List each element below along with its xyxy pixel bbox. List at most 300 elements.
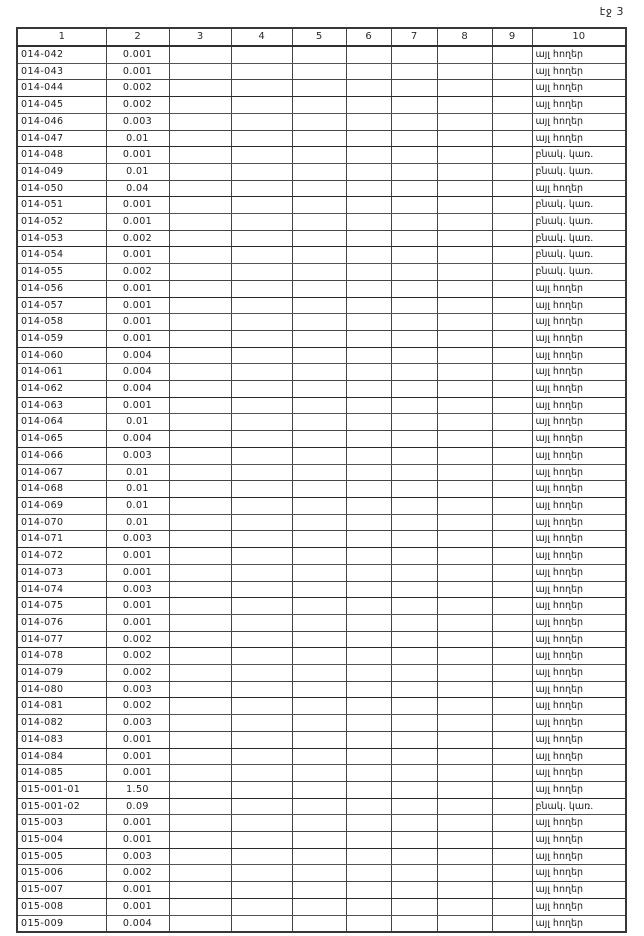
empty-cell — [346, 614, 391, 631]
table-row — [17, 247, 626, 264]
empty-cell — [437, 280, 492, 297]
empty-cell — [169, 698, 231, 715]
empty-cell — [346, 447, 391, 464]
table-row — [17, 548, 626, 565]
empty-cell — [437, 665, 492, 682]
empty-cell — [346, 147, 391, 164]
parcel-code-cell: 014-085 — [17, 765, 106, 782]
empty-cell — [346, 581, 391, 598]
area-value-cell: 0.001 — [106, 280, 169, 297]
empty-cell — [169, 80, 231, 97]
table-row — [17, 514, 626, 531]
empty-cell — [292, 681, 346, 698]
empty-cell — [437, 514, 492, 531]
empty-cell — [437, 297, 492, 314]
area-value-cell: 0.002 — [106, 80, 169, 97]
empty-cell — [437, 781, 492, 798]
empty-cell — [169, 247, 231, 264]
table-row — [17, 46, 626, 63]
empty-cell — [492, 631, 532, 648]
table-row — [17, 347, 626, 364]
empty-cell — [437, 832, 492, 849]
land-use-cell: այլ հողեր — [532, 898, 626, 915]
land-use-cell: այլ հողեր — [532, 681, 626, 698]
empty-cell — [492, 97, 532, 114]
empty-cell — [492, 497, 532, 514]
empty-cell — [437, 648, 492, 665]
empty-cell — [492, 314, 532, 331]
empty-cell — [231, 781, 292, 798]
empty-cell — [346, 414, 391, 431]
empty-cell — [391, 63, 437, 80]
empty-cell — [391, 681, 437, 698]
empty-cell — [292, 113, 346, 130]
empty-cell — [437, 163, 492, 180]
empty-cell — [346, 297, 391, 314]
empty-cell — [391, 314, 437, 331]
empty-cell — [169, 381, 231, 398]
empty-cell — [391, 247, 437, 264]
area-value-cell: 0.002 — [106, 865, 169, 882]
empty-cell — [492, 147, 532, 164]
empty-cell — [391, 781, 437, 798]
area-value-cell: 0.003 — [106, 113, 169, 130]
empty-cell — [231, 765, 292, 782]
land-use-cell: այլ հողեր — [532, 731, 626, 748]
empty-cell — [492, 431, 532, 448]
empty-cell — [292, 314, 346, 331]
area-value-cell: 0.001 — [106, 898, 169, 915]
empty-cell — [169, 197, 231, 214]
land-use-cell: այլ հողեր — [532, 848, 626, 865]
empty-cell — [169, 330, 231, 347]
empty-cell — [169, 598, 231, 615]
empty-cell — [292, 598, 346, 615]
empty-cell — [391, 464, 437, 481]
land-use-cell: այլ հողեր — [532, 364, 626, 381]
column-header-7: 7 — [391, 28, 437, 46]
empty-cell — [231, 514, 292, 531]
empty-cell — [437, 915, 492, 932]
empty-cell — [292, 614, 346, 631]
table-row — [17, 781, 626, 798]
area-value-cell: 0.001 — [106, 614, 169, 631]
empty-cell — [292, 748, 346, 765]
empty-cell — [346, 481, 391, 498]
empty-cell — [169, 631, 231, 648]
table-row — [17, 748, 626, 765]
empty-cell — [169, 280, 231, 297]
empty-cell — [346, 264, 391, 281]
empty-cell — [437, 614, 492, 631]
empty-cell — [169, 514, 231, 531]
column-header-6: 6 — [346, 28, 391, 46]
empty-cell — [346, 230, 391, 247]
column-header-8: 8 — [437, 28, 492, 46]
table-row — [17, 882, 626, 899]
empty-cell — [391, 848, 437, 865]
empty-cell — [437, 80, 492, 97]
area-value-cell: 0.001 — [106, 564, 169, 581]
empty-cell — [492, 297, 532, 314]
empty-cell — [292, 431, 346, 448]
empty-cell — [231, 748, 292, 765]
table-row — [17, 297, 626, 314]
area-value-cell: 0.002 — [106, 648, 169, 665]
parcel-code-cell: 014-083 — [17, 731, 106, 748]
empty-cell — [292, 665, 346, 682]
empty-cell — [391, 865, 437, 882]
empty-cell — [292, 46, 346, 63]
empty-cell — [292, 63, 346, 80]
empty-cell — [492, 882, 532, 899]
empty-cell — [391, 698, 437, 715]
empty-cell — [492, 330, 532, 347]
empty-cell — [346, 214, 391, 231]
empty-cell — [292, 414, 346, 431]
empty-cell — [492, 581, 532, 598]
empty-cell — [292, 531, 346, 548]
empty-cell — [346, 815, 391, 832]
empty-cell — [346, 46, 391, 63]
empty-cell — [231, 46, 292, 63]
empty-cell — [437, 347, 492, 364]
empty-cell — [346, 97, 391, 114]
empty-cell — [231, 898, 292, 915]
parcel-code-cell: 014-080 — [17, 681, 106, 698]
empty-cell — [346, 330, 391, 347]
parcel-code-cell: 015-007 — [17, 882, 106, 899]
parcel-code-cell: 014-048 — [17, 147, 106, 164]
empty-cell — [346, 648, 391, 665]
empty-cell — [391, 598, 437, 615]
empty-cell — [492, 414, 532, 431]
empty-cell — [292, 147, 346, 164]
empty-cell — [492, 130, 532, 147]
empty-cell — [391, 97, 437, 114]
table-row — [17, 698, 626, 715]
empty-cell — [231, 414, 292, 431]
empty-cell — [169, 264, 231, 281]
land-use-cell: բնակ. կառ. — [532, 230, 626, 247]
empty-cell — [346, 882, 391, 899]
empty-cell — [169, 130, 231, 147]
empty-cell — [492, 681, 532, 698]
empty-cell — [391, 180, 437, 197]
empty-cell — [231, 497, 292, 514]
area-value-cell: 0.004 — [106, 347, 169, 364]
parcel-code-cell: 014-081 — [17, 698, 106, 715]
empty-cell — [169, 665, 231, 682]
table-row — [17, 715, 626, 732]
land-use-cell: այլ հողեր — [532, 431, 626, 448]
empty-cell — [231, 297, 292, 314]
empty-cell — [169, 297, 231, 314]
empty-cell — [492, 163, 532, 180]
table-row — [17, 614, 626, 631]
area-value-cell: 0.004 — [106, 381, 169, 398]
table-row — [17, 113, 626, 130]
empty-cell — [231, 347, 292, 364]
empty-cell — [169, 97, 231, 114]
empty-cell — [231, 548, 292, 565]
land-use-cell: այլ հողեր — [532, 748, 626, 765]
area-value-cell: 0.002 — [106, 631, 169, 648]
empty-cell — [169, 180, 231, 197]
empty-cell — [437, 631, 492, 648]
table-row — [17, 865, 626, 882]
table-row — [17, 147, 626, 164]
parcel-code-cell: 015-005 — [17, 848, 106, 865]
land-use-cell: այլ հողեր — [532, 497, 626, 514]
land-use-cell: բնակ. կառ. — [532, 147, 626, 164]
empty-cell — [292, 347, 346, 364]
parcel-code-cell: 014-056 — [17, 280, 106, 297]
empty-cell — [346, 397, 391, 414]
land-use-cell: այլ հողեր — [532, 447, 626, 464]
empty-cell — [292, 130, 346, 147]
table-row — [17, 665, 626, 682]
table-row — [17, 598, 626, 615]
area-value-cell: 0.001 — [106, 63, 169, 80]
column-header-3: 3 — [169, 28, 231, 46]
empty-cell — [231, 915, 292, 932]
empty-cell — [169, 414, 231, 431]
empty-cell — [437, 447, 492, 464]
empty-cell — [169, 681, 231, 698]
area-value-cell: 0.001 — [106, 397, 169, 414]
empty-cell — [437, 698, 492, 715]
table-row — [17, 464, 626, 481]
empty-cell — [391, 163, 437, 180]
empty-cell — [231, 731, 292, 748]
empty-cell — [231, 314, 292, 331]
area-value-cell: 0.09 — [106, 798, 169, 815]
empty-cell — [231, 865, 292, 882]
parcel-code-cell: 014-049 — [17, 163, 106, 180]
empty-cell — [437, 531, 492, 548]
empty-cell — [346, 497, 391, 514]
empty-cell — [391, 481, 437, 498]
empty-cell — [292, 631, 346, 648]
empty-cell — [292, 247, 346, 264]
empty-cell — [169, 848, 231, 865]
empty-cell — [231, 698, 292, 715]
empty-cell — [231, 113, 292, 130]
table-row — [17, 815, 626, 832]
land-use-cell: այլ հողեր — [532, 665, 626, 682]
empty-cell — [492, 648, 532, 665]
empty-cell — [391, 414, 437, 431]
parcel-code-cell: 014-077 — [17, 631, 106, 648]
empty-cell — [492, 381, 532, 398]
empty-cell — [169, 548, 231, 565]
land-use-cell: այլ հողեր — [532, 481, 626, 498]
table-row — [17, 330, 626, 347]
empty-cell — [391, 364, 437, 381]
empty-cell — [292, 715, 346, 732]
table-row — [17, 564, 626, 581]
empty-cell — [292, 865, 346, 882]
empty-cell — [346, 381, 391, 398]
area-value-cell: 0.002 — [106, 97, 169, 114]
table-row — [17, 214, 626, 231]
empty-cell — [437, 748, 492, 765]
empty-cell — [169, 147, 231, 164]
empty-cell — [231, 715, 292, 732]
empty-cell — [391, 80, 437, 97]
table-row — [17, 264, 626, 281]
empty-cell — [346, 865, 391, 882]
parcel-code-cell: 014-082 — [17, 715, 106, 732]
table-body — [17, 46, 626, 932]
area-value-cell: 0.001 — [106, 46, 169, 63]
empty-cell — [391, 765, 437, 782]
empty-cell — [169, 397, 231, 414]
land-use-cell: այլ հողեր — [532, 297, 626, 314]
area-value-cell: 0.001 — [106, 548, 169, 565]
empty-cell — [231, 147, 292, 164]
land-use-cell: բնակ. կառ. — [532, 247, 626, 264]
land-use-cell: այլ հողեր — [532, 80, 626, 97]
parcel-code-cell: 014-079 — [17, 665, 106, 682]
empty-cell — [492, 848, 532, 865]
empty-cell — [231, 531, 292, 548]
empty-cell — [391, 46, 437, 63]
empty-cell — [231, 665, 292, 682]
empty-cell — [346, 915, 391, 932]
table-row — [17, 230, 626, 247]
empty-cell — [231, 832, 292, 849]
empty-cell — [492, 481, 532, 498]
parcel-code-cell: 015-006 — [17, 865, 106, 882]
empty-cell — [169, 163, 231, 180]
empty-cell — [292, 848, 346, 865]
empty-cell — [169, 481, 231, 498]
empty-cell — [492, 748, 532, 765]
empty-cell — [492, 464, 532, 481]
empty-cell — [346, 514, 391, 531]
empty-cell — [437, 397, 492, 414]
parcel-code-cell: 014-051 — [17, 197, 106, 214]
empty-cell — [346, 280, 391, 297]
table-header-row — [17, 28, 626, 46]
empty-cell — [492, 247, 532, 264]
land-parcel-table — [16, 27, 627, 933]
empty-cell — [169, 314, 231, 331]
empty-cell — [292, 648, 346, 665]
area-value-cell: 0.003 — [106, 581, 169, 598]
parcel-code-cell: 014-046 — [17, 113, 106, 130]
land-use-cell: այլ հողեր — [532, 314, 626, 331]
empty-cell — [292, 731, 346, 748]
empty-cell — [346, 898, 391, 915]
area-value-cell: 0.001 — [106, 815, 169, 832]
empty-cell — [492, 731, 532, 748]
land-use-cell: բնակ. կառ. — [532, 214, 626, 231]
area-value-cell: 0.001 — [106, 214, 169, 231]
empty-cell — [391, 230, 437, 247]
empty-cell — [346, 548, 391, 565]
empty-cell — [391, 564, 437, 581]
area-value-cell: 0.001 — [106, 247, 169, 264]
parcel-code-cell: 014-067 — [17, 464, 106, 481]
empty-cell — [292, 832, 346, 849]
land-use-cell: այլ հողեր — [532, 832, 626, 849]
empty-cell — [169, 731, 231, 748]
area-value-cell: 0.001 — [106, 147, 169, 164]
empty-cell — [231, 130, 292, 147]
empty-cell — [391, 264, 437, 281]
empty-cell — [231, 464, 292, 481]
empty-cell — [231, 564, 292, 581]
empty-cell — [292, 548, 346, 565]
empty-cell — [391, 197, 437, 214]
empty-cell — [169, 230, 231, 247]
parcel-code-cell: 014-058 — [17, 314, 106, 331]
empty-cell — [492, 832, 532, 849]
parcel-code-cell: 015-004 — [17, 832, 106, 849]
empty-cell — [437, 113, 492, 130]
empty-cell — [346, 832, 391, 849]
empty-cell — [437, 882, 492, 899]
empty-cell — [231, 63, 292, 80]
area-value-cell: 0.001 — [106, 832, 169, 849]
land-use-cell: բնակ. կառ. — [532, 798, 626, 815]
table-row — [17, 381, 626, 398]
column-header-4: 4 — [231, 28, 292, 46]
land-use-cell: այլ հողեր — [532, 180, 626, 197]
parcel-code-cell: 014-059 — [17, 330, 106, 347]
table-row — [17, 180, 626, 197]
area-value-cell: 0.001 — [106, 297, 169, 314]
empty-cell — [391, 397, 437, 414]
empty-cell — [391, 832, 437, 849]
empty-cell — [231, 648, 292, 665]
empty-cell — [231, 447, 292, 464]
empty-cell — [437, 598, 492, 615]
area-value-cell: 0.001 — [106, 197, 169, 214]
table-row — [17, 97, 626, 114]
empty-cell — [169, 447, 231, 464]
empty-cell — [391, 431, 437, 448]
empty-cell — [492, 765, 532, 782]
empty-cell — [437, 564, 492, 581]
area-value-cell: 0.001 — [106, 882, 169, 899]
parcel-code-cell: 014-061 — [17, 364, 106, 381]
empty-cell — [492, 197, 532, 214]
column-header-2: 2 — [106, 28, 169, 46]
area-value-cell: 0.002 — [106, 230, 169, 247]
parcel-code-cell: 014-071 — [17, 531, 106, 548]
parcel-code-cell: 014-057 — [17, 297, 106, 314]
land-use-cell: այլ հողեր — [532, 414, 626, 431]
land-use-cell: այլ հողեր — [532, 130, 626, 147]
land-use-cell: այլ հողեր — [532, 381, 626, 398]
empty-cell — [437, 414, 492, 431]
empty-cell — [492, 514, 532, 531]
empty-cell — [391, 748, 437, 765]
parcel-code-cell: 014-076 — [17, 614, 106, 631]
parcel-code-cell: 014-066 — [17, 447, 106, 464]
empty-cell — [231, 230, 292, 247]
empty-cell — [292, 781, 346, 798]
table-row — [17, 314, 626, 331]
empty-cell — [292, 581, 346, 598]
table-row — [17, 414, 626, 431]
area-value-cell: 0.003 — [106, 848, 169, 865]
empty-cell — [292, 497, 346, 514]
